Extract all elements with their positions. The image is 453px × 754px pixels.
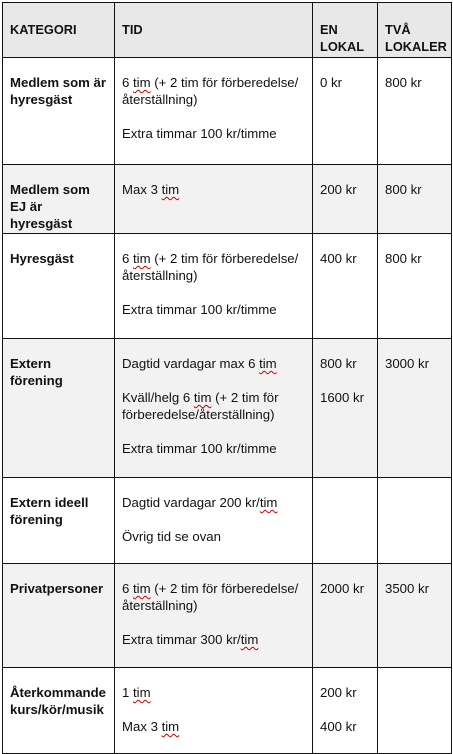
time-cell [115,564,313,668]
time-cell [115,165,313,234]
time-cell [115,58,313,165]
time-line [122,389,305,423]
time-text-flagged: tim [133,685,151,700]
time-text-flagged: tim [161,719,180,734]
one-room-price: 2000 kr [313,564,378,668]
time-line: Extra timmar 100 kr/timme [122,126,277,141]
time-line [122,718,305,735]
time-text: 6 [122,75,133,90]
time-text: 6 [122,581,133,596]
time-text-flagged: tim [133,251,151,266]
time-text: (+ 2 tim för förberedelse/återställning) [122,251,299,283]
table-header-row [3,3,452,58]
time-cell [115,478,313,564]
time-text: Dagtid vardagar 200 kr/ [122,495,260,510]
time-text: (+ 2 tim för förberedelse/återställning) [122,581,299,613]
header-kategori: KATEGORI [3,3,115,58]
two-rooms-price [378,478,452,564]
time-line: Övrig tid se ovan [122,529,221,544]
one-room-price [313,339,378,478]
time-text: Extra timmar 300 kr/ [122,632,241,647]
header-en-lokal: EN LOKAL [313,3,378,58]
time-line [122,684,305,701]
time-cell [115,339,313,478]
two-rooms-price: 3000 kr [378,339,452,478]
time-text-flagged: tim [259,495,278,510]
one-room-price: 200 kr [313,165,378,234]
one-room-price: 0 kr [313,58,378,165]
time-cell [115,234,313,339]
time-line [122,580,305,614]
table-row [3,58,452,165]
time-text: 6 [122,251,133,266]
one-room-price: 400 kr [313,234,378,339]
time-text-flagged: tim [193,390,212,405]
category-cell: Extern ideell förening [3,478,115,564]
category-cell: Privatpersoner [3,564,115,668]
time-text: Max 3 [122,719,162,734]
time-line [122,74,305,108]
one-room-price-line: 400 kr [320,719,357,734]
time-text: 1 [122,685,133,700]
one-room-price-line: 800 kr [320,356,357,371]
table-row [3,668,452,754]
category-cell: Medlem som är hyresgäst [3,58,115,165]
table-row [3,234,452,339]
one-room-price [313,478,378,564]
two-rooms-price [378,668,452,754]
time-text-flagged: tim [133,581,151,596]
time-text-flagged: tim [240,632,259,647]
table-row [3,564,452,668]
time-line [122,250,305,284]
two-rooms-price: 800 kr [378,58,452,165]
category-cell: Extern förening [3,339,115,478]
one-room-price-line: 200 kr [320,685,357,700]
header-tid: TID [115,3,313,58]
category-cell: Hyresgäst [3,234,115,339]
two-rooms-price: 800 kr [378,165,452,234]
time-text: Kväll/helg 6 [122,390,194,405]
table-row [3,339,452,478]
time-line [122,181,305,198]
time-line: Extra timmar 100 kr/timme [122,302,277,317]
time-text: (+ 2 tim för förberedelse/återställning) [122,75,299,107]
time-line [122,355,305,372]
time-text: Dagtid vardagar max 6 [122,356,260,371]
time-text: (+ 2 tim för förberedelse/återställning) [122,390,279,422]
one-room-price [313,668,378,754]
time-text-flagged: tim [259,356,277,371]
two-rooms-price: 3500 kr [378,564,452,668]
category-cell: Medlem som EJ är hyresgäst [3,165,115,234]
header-tva-lokaler: TVÅ LOKALER [378,3,452,58]
time-text: Max 3 [122,182,162,197]
time-text-flagged: tim [161,182,180,197]
time-text-flagged: tim [133,75,151,90]
two-rooms-price: 800 kr [378,234,452,339]
pricing-table [2,2,452,754]
time-cell [115,668,313,754]
category-cell: Återkommande kurs/kör/musik [3,668,115,754]
time-line [122,631,305,648]
table-row [3,478,452,564]
time-line: Extra timmar 100 kr/timme [122,441,277,456]
one-room-price-line: 1600 kr [320,390,364,405]
table-row [3,165,452,234]
time-line [122,494,305,511]
